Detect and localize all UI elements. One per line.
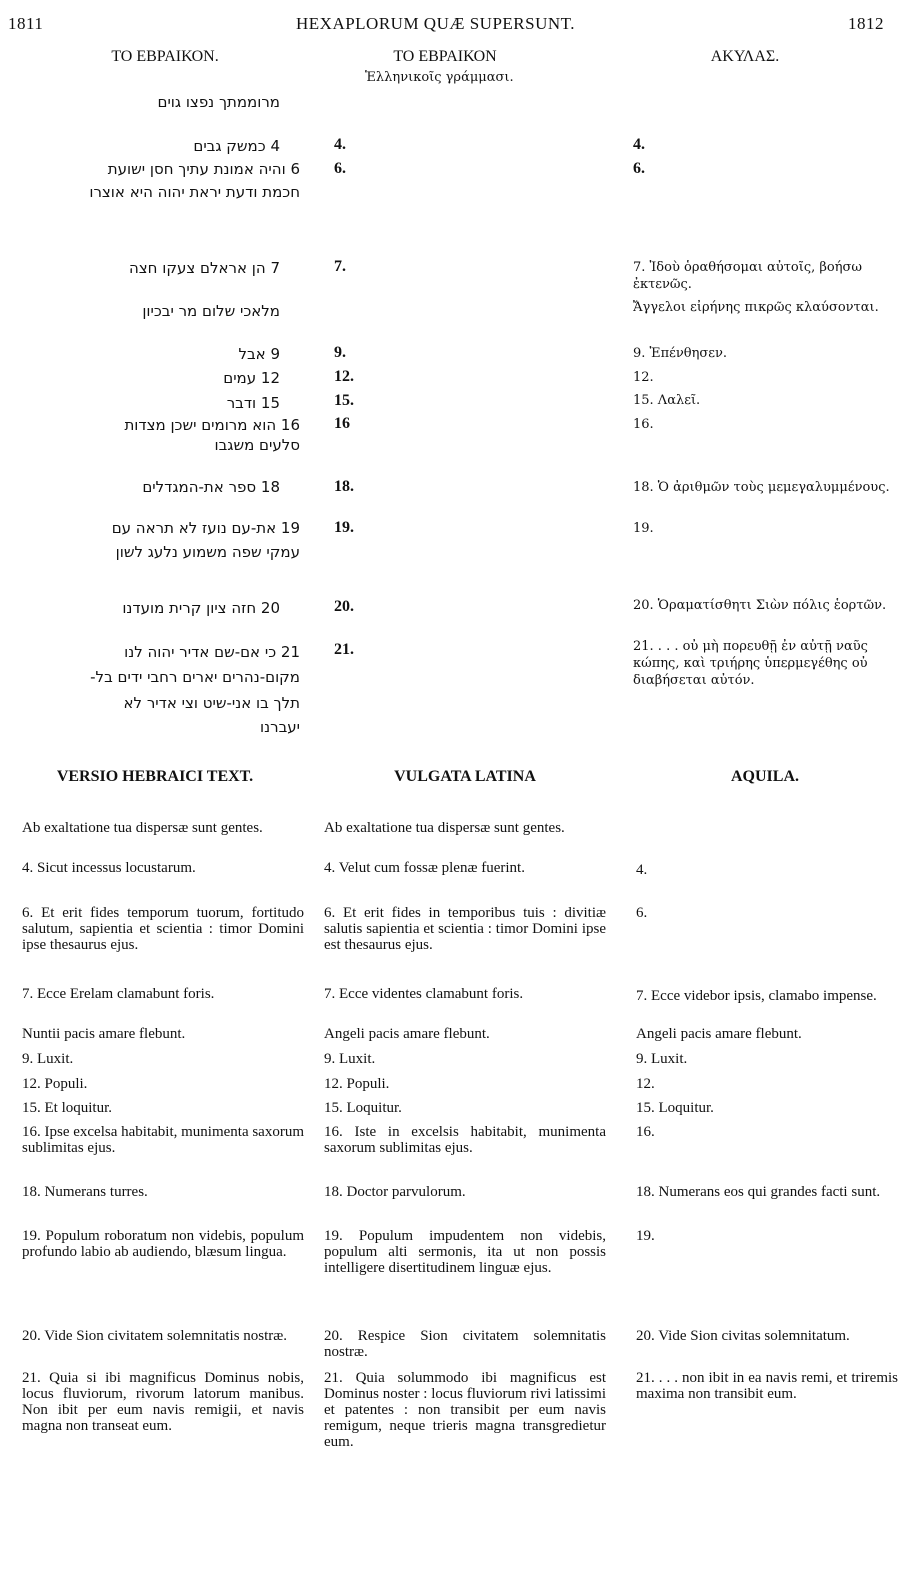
hebrew-line: סלעים משגבו	[214, 436, 300, 454]
hebrew-line: 12 עמים	[223, 369, 280, 387]
aquila-greek-entry: 21. . . . οὐ μὴ πορευθῇ ἐν αὐτῇ ναῦς κώπης, καὶ τριήρης ὑπερμεγέθης οὐ διαβήσεται αὐτόν.	[633, 639, 868, 688]
vulgata-entry: Angeli pacis amare flebunt.	[324, 1026, 490, 1042]
aquila-latin-entry: 20. Vide Sion civitas solemnitatum.	[636, 1328, 850, 1344]
versio-entry: 7. Ecce Erelam clamabunt foris.	[22, 986, 215, 1002]
latin-head-vulgata: VULGATA LATINA	[394, 768, 536, 785]
verse-number: 20.	[334, 598, 354, 615]
aquila-latin-entry: 9. Luxit.	[636, 1051, 688, 1067]
col-head-hebrew-greek-sub: Ἑλληνικοῖς γράμμασι.	[365, 70, 514, 85]
aquila-greek-entry: 9. Ἐπένθησεν.	[633, 346, 728, 361]
vulgata-entry: 16. Iste in excelsis habitabit, munimenta saxorum sublimitas ejus.	[324, 1124, 606, 1156]
versio-entry: 18. Numerans turres.	[22, 1184, 148, 1200]
hebrew-line: 15 ודבר	[226, 394, 280, 412]
verse-number: 6.	[334, 160, 346, 177]
vulgata-entry: 12. Populi.	[324, 1076, 390, 1092]
hebrew-line: 7 הן אראלם צעקו חצה	[128, 259, 280, 277]
versio-entry: Nuntii pacis amare flebunt.	[22, 1026, 186, 1042]
hebrew-line: 9 אבל	[238, 345, 280, 363]
versio-entry: 20. Vide Sion civitatem solemnitatis nostræ.	[22, 1328, 288, 1344]
page-number-left: 1811	[8, 14, 44, 33]
verse-number: 16	[334, 415, 350, 432]
aquila-greek-entry: Ἄγγελοι εἰρήνης πικρῶς κλαύσονται.	[633, 300, 879, 315]
hebrew-line: תלך בו אני-שיט וצי אדיר לא	[123, 694, 300, 712]
versio-entry: 19. Populum roboratum non videbis, populum profundo labio ab audiendo, blæsum lingua.	[22, 1228, 304, 1260]
aquila-greek-entry: 12.	[633, 370, 654, 385]
latin-head-versio: VERSIO HEBRAICI TEXT.	[56, 768, 254, 785]
aquila-latin-entry: 19.	[636, 1228, 655, 1244]
aquila-latin-entry: 12.	[636, 1076, 655, 1092]
vulgata-entry: 20. Respice Sion civitatem solemnitatis nostræ.	[324, 1328, 606, 1360]
verse-number: 21.	[334, 641, 354, 658]
hebrew-line: 18 ספר את-המגדלים	[142, 478, 280, 496]
aquila-greek-entry: 18. Ὁ ἀριθμῶν τοὺς μεμεγαλυμμένους.	[633, 480, 890, 495]
running-title: HEXAPLORUM QUÆ SUPERSUNT.	[296, 14, 576, 33]
aquila-latin-entry: 6.	[636, 905, 648, 921]
versio-entry: Ab exaltatione tua dispersæ sunt gentes.	[22, 820, 263, 836]
verse-number: 19.	[334, 519, 354, 536]
aquila-greek-entry: 6.	[633, 160, 645, 177]
hebrew-line: מלאכי שלום מר יבכיון	[142, 302, 280, 320]
col-head-hebrew-greek: ΤΟ ΕΒΡΑΙΚΟΝ	[393, 48, 497, 65]
versio-entry: 6. Et erit fides temporum tuorum, fortitudo salutum, sapientia et scientia : timor Domini ipse thesaurus ejus.	[22, 905, 304, 953]
verse-number: 18.	[334, 478, 354, 495]
aquila-greek-entry: 16.	[633, 417, 654, 432]
page-number-right: 1812	[848, 14, 884, 33]
verse-number: 4.	[334, 136, 346, 153]
hebrew-line: חכמת ודעת יראת יהוה היא אוצרו	[89, 183, 300, 201]
vulgata-entry: 18. Doctor parvulorum.	[324, 1184, 466, 1200]
hebrew-line: 4 כמשק גבים	[193, 137, 280, 155]
hebrew-line: מרוממתך נפצו גוים	[157, 93, 280, 111]
col-head-aquila-greek: ΑΚΥΛΑΣ.	[710, 48, 780, 65]
vulgata-entry: 19. Populum impudentem non videbis, populum alti sermonis, ita ut non possis intelligere disertitudinem linguæ ejus.	[324, 1228, 606, 1276]
vulgata-entry: 15. Loquitur.	[324, 1100, 402, 1116]
aquila-latin-entry: 15. Loquitur.	[636, 1100, 714, 1116]
verse-number: 7.	[334, 258, 346, 275]
aquila-latin-entry: 18. Numerans eos qui grandes facti sunt.	[636, 1184, 881, 1200]
verse-number: 12.	[334, 368, 354, 385]
versio-entry: 21. Quia si ibi magnificus Dominus nobis, locus fluviorum, rivorum latorum manibus. Non ibit per eum navis remigii, et navis magna non transeat eum.	[22, 1370, 304, 1434]
versio-entry: 15. Et loquitur.	[22, 1100, 112, 1116]
hebrew-line: 20 חזה ציון קרית מועדנו	[122, 599, 280, 617]
hebrew-line: 16 הוא מרומים ישכן מצדות	[124, 416, 300, 434]
versio-entry: 9. Luxit.	[22, 1051, 74, 1067]
aquila-greek-entry: 7. Ἰδοὺ ὁραθήσομαι αὐτοῖς, βοήσω ἐκτενῶς.	[633, 260, 862, 292]
aquila-latin-entry: 7. Ecce videbor ipsis, clamabo impense.	[636, 988, 877, 1004]
vulgata-entry: 21. Quia solummodo ibi magnificus est Dominus noster : locus fluviorum rivi latissimi et patentes : non transibit per eum navis remigum, neque trieris magna transgredietur eum.	[324, 1370, 606, 1450]
col-head-hebrew: ΤΟ ΕΒΡΑΙΚΟΝ.	[111, 48, 219, 65]
hebrew-line: 19 את-עם נועז לא תראה עם	[111, 519, 300, 537]
vulgata-entry: 4. Velut cum fossæ plenæ fuerint.	[324, 860, 525, 876]
vulgata-entry: 9. Luxit.	[324, 1051, 376, 1067]
hebrew-line: מקום-נהרים יארים רחבי ידים בל-	[90, 668, 300, 686]
verse-number: 9.	[334, 344, 346, 361]
versio-entry: 16. Ipse excelsa habitabit, munimenta saxorum sublimitas ejus.	[22, 1124, 305, 1156]
hebrew-line: עמקי שפה משמוע נלעג לשון	[115, 543, 300, 561]
latin-head-aquila: AQUILA.	[730, 768, 799, 785]
vulgata-entry: Ab exaltatione tua dispersæ sunt gentes.	[324, 820, 565, 836]
aquila-greek-entry: 20. Ὁραματίσθητι Σιὼν πόλις ἑορτῶν.	[633, 598, 887, 613]
verse-number: 15.	[334, 392, 354, 409]
aquila-latin-entry: 4.	[636, 862, 648, 878]
aquila-latin-entry: 21. . . . non ibit in ea navis remi, et triremis maxima non transibit eum.	[636, 1370, 898, 1402]
versio-entry: 12. Populi.	[22, 1076, 88, 1092]
versio-entry: 4. Sicut incessus locustarum.	[22, 860, 196, 876]
aquila-latin-entry: 16.	[636, 1124, 655, 1140]
aquila-greek-entry: 15. Λαλεῖ.	[633, 393, 701, 408]
aquila-latin-entry: Angeli pacis amare flebunt.	[636, 1026, 802, 1042]
aquila-greek-entry: 4.	[633, 136, 645, 153]
hebrew-line: 21 כי אם-שם אדיר יהוה לנו	[124, 643, 300, 661]
aquila-greek-entry: 19.	[633, 521, 654, 536]
hebrew-line: יעברנו	[260, 718, 300, 736]
vulgata-entry: 7. Ecce videntes clamabunt foris.	[324, 986, 524, 1002]
hebrew-line: 6 והיה אמונת עתיך חסן ישועת	[107, 160, 300, 178]
vulgata-entry: 6. Et erit fides in temporibus tuis : divitiæ salutis sapientia et scientia : timor Domini ipse est thesaurus ejus.	[324, 905, 606, 953]
